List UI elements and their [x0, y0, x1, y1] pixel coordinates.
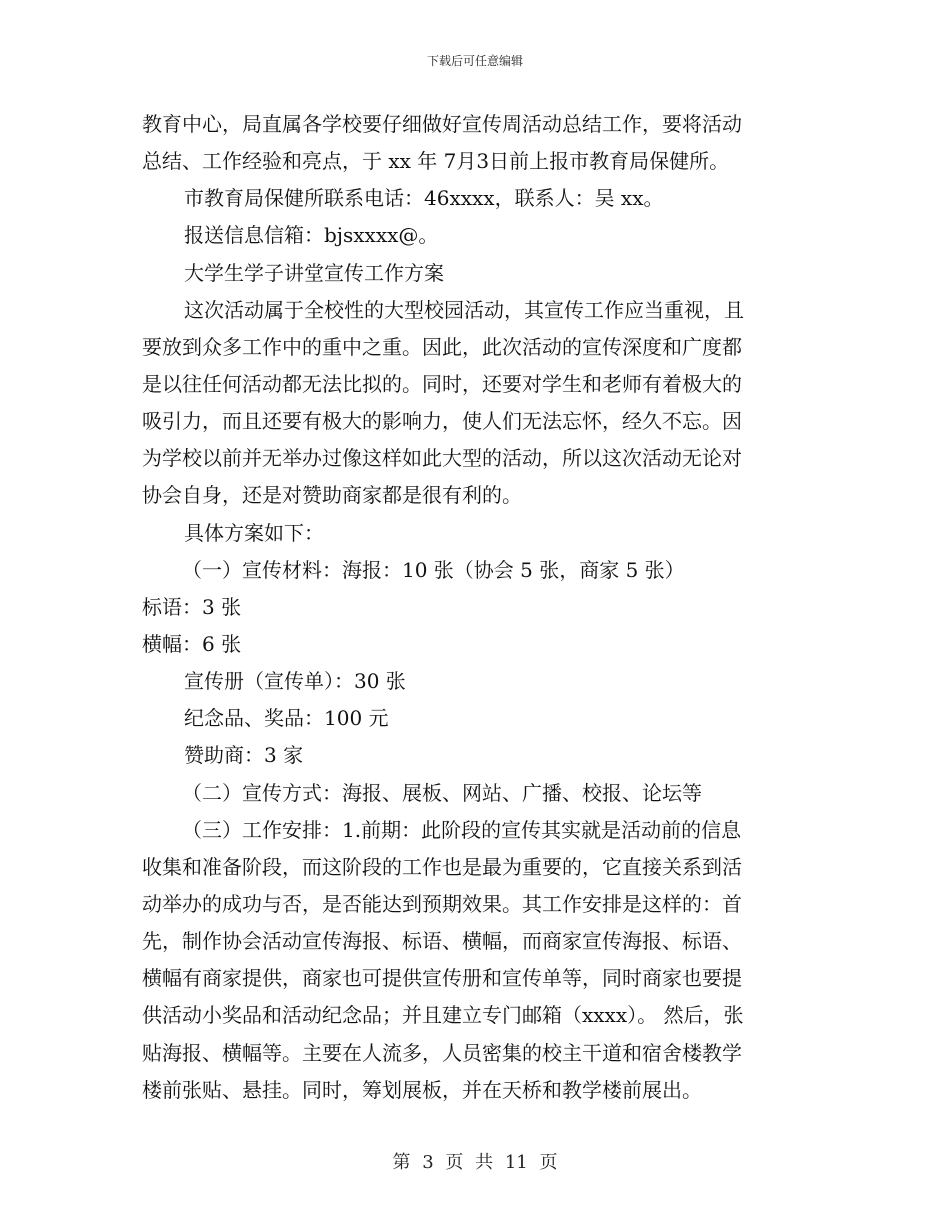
plan-methods: （二）宣传方式：海报、展板、网站、广播、校报、论坛等 [182, 780, 702, 805]
contact-email-line: 报送信息信箱：bjsxxxx@。 [184, 223, 439, 248]
document-body [142, 106, 814, 1109]
plan-intro: 具体方案如下： [184, 520, 324, 545]
material-item: 横幅：6 张 [142, 631, 242, 656]
contact-phone-line: 市教育局保健所联系电话：46xxxx，联系人：吴 xx。 [184, 186, 664, 211]
material-item: 纪念品、奖品：100 元 [184, 706, 389, 731]
material-item: 宣传册（宣传单）：30 张 [184, 669, 406, 694]
body-line: 横幅有商家提供，商家也可提供宣传册和宣传单等，同时商家也要提 [142, 966, 742, 991]
body-line: 楼前张贴、悬挂。同时，筹划展板，并在天桥和教学楼前展出。 [142, 1077, 702, 1102]
body-line: 为学校以前并无举办过像这样如此大型的活动，所以这次活动无论对 [142, 446, 742, 471]
plan-materials: （一）宣传材料：海报：10 张（协会 5 张，商家 5 张） [182, 557, 685, 582]
body-line: 贴海报、横幅等。主要在人流多，人员密集的校主干道和宿舍楼教学 [142, 1040, 742, 1065]
body-line: 这次活动属于全校性的大型校园活动，其宣传工作应当重视，且 [184, 297, 744, 322]
body-line: 吸引力，而且还要有极大的影响力，使人们无法忘怀，经久不忘。因 [142, 409, 742, 434]
plan-arrangement: （三）工作安排：1.前期：此阶段的宣传其实就是活动前的信息 [182, 817, 742, 842]
body-line: 是以往任何活动都无法比拟的。同时，还要对学生和老师有着极大的 [142, 371, 742, 396]
body-line: 教育中心，局直属各学校要仔细做好宣传周活动总结工作，要将活动 [142, 112, 742, 136]
material-item: 标语：3 张 [142, 594, 242, 619]
body-line: 先，制作协会活动宣传海报、标语、横幅，而商家宣传海报、标语、 [142, 929, 742, 954]
body-line: 供活动小奖品和活动纪念品；并且建立专门邮箱（xxxx）。 然后，张 [142, 1003, 744, 1028]
material-item: 赞助商：3 家 [184, 743, 304, 768]
body-line: 要放到众多工作中的重中之重。因此，此次活动的宣传深度和广度都 [142, 334, 742, 359]
page-header: 下载后可任意编辑 [426, 54, 523, 68]
body-line: 收集和准备阶段，而这阶段的工作也是最为重要的，它直接关系到活 [142, 854, 742, 879]
body-line: 动举办的成功与否，是否能达到预期效果。其工作安排是这样的：首 [142, 891, 742, 916]
body-line: 协会自身，还是对赞助商家都是很有利的。 [142, 483, 522, 508]
section-title: 大学生学子讲堂宣传工作方案 [184, 260, 444, 285]
body-line: 总结、工作经验和亮点，于 xx 年 7月3日前上报市教育局保健所。 [142, 149, 730, 174]
page-footer: 第 3 页 共 11 页 [392, 1152, 558, 1173]
